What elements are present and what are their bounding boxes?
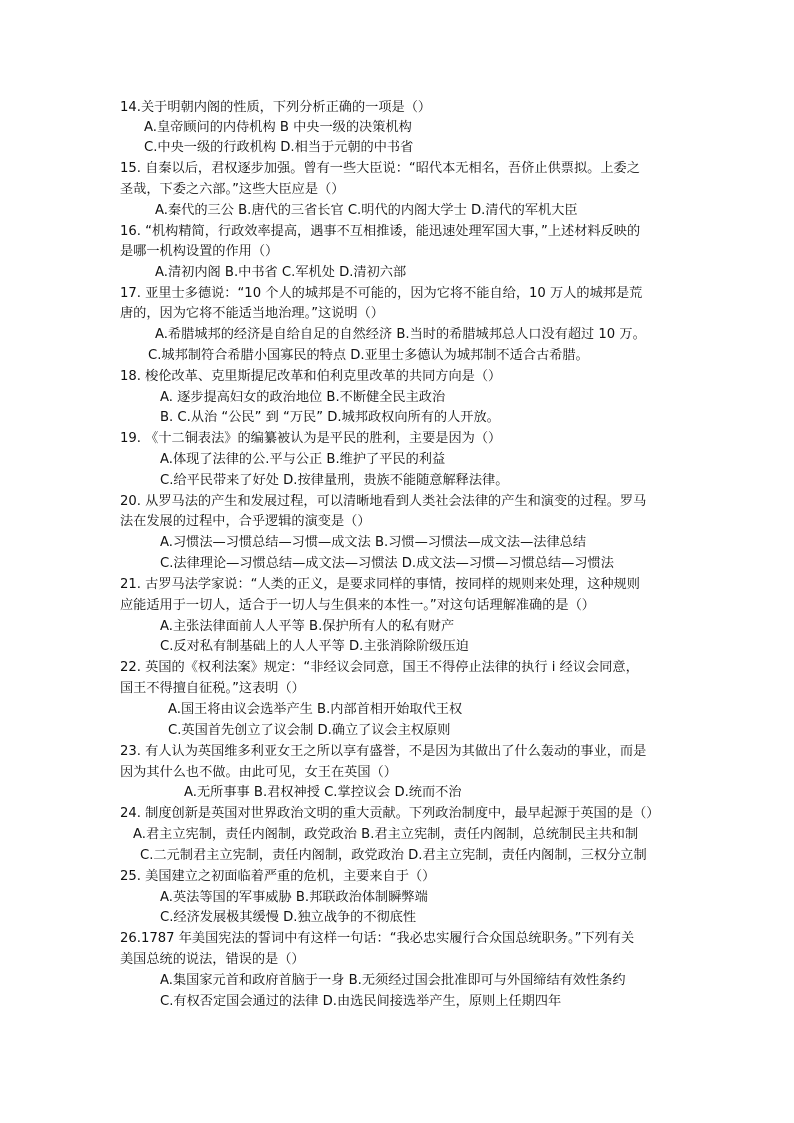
question-17-options-ab: A.希腊城邦的经济是自给自足的自然经济 B.当时的希腊城邦总人口没有超过 10 万。: [155, 327, 646, 342]
question-18-stem: 18. 梭伦改革、克里斯提尼改革和伯利克里改革的共同方向是（）: [120, 369, 502, 384]
question-19-options-ab: A.体现了法律的公.平与公正 B.维护了平民的利益: [160, 452, 446, 467]
question-26-stem-cont: 美国总统的说法，错误的是（）: [120, 952, 305, 967]
question-15-stem-cont: 圣哉，下委之六部。”这些大臣应是（）: [120, 182, 345, 197]
question-26-stem: 26.1787 年美国宪法的誓词中有这样一句话：“我必忠实履行合众国总统职务。”下列有关: [120, 931, 635, 946]
question-26-options-ab: A.集国家元首和政府首脑于一身 B.无须经过国会批准即可与外国缔结有效性条约: [160, 973, 626, 988]
question-24-options-ab: A.君主立宪制，责任内阁制，政党政治 B.君主立宪制，责任内阁制，总统制民主共和制: [133, 827, 639, 842]
question-22-options-cd: C.英国首先创立了议会制 D.确立了议会主权原则: [168, 723, 451, 738]
question-21-stem: 21. 古罗马法学家说：“人类的正义，是要求同样的事情，按同样的规则来处理，这种规则: [120, 577, 640, 592]
question-17-options-cd: C.城邦制符合希腊小国寡民的特点 D.亚里士多德认为城邦制不适合古希腊。: [148, 348, 589, 363]
question-25-options-cd: C.经济发展极其缓慢 D.独立战争的不彻底性: [160, 910, 417, 925]
question-23-stem-cont: 因为其什么也不做。由此可见，女王在英国（）: [120, 765, 397, 780]
question-20-stem: 20. 从罗马法的产生和发展过程，可以清晰地看到人类社会法律的产生和演变的过程。罗马: [120, 494, 647, 509]
question-14-options-ab: A.皇帝顾问的内侍机构 B 中央一级的决策机构: [144, 120, 412, 135]
question-16-options: A.清初内阁 B.中书省 C.军机处 D.清初六部: [155, 265, 407, 280]
question-20-options-cd: C.法律理论—习惯总结—成文法—习惯法 D.成文法—习惯—习惯总结—习惯法: [160, 556, 614, 571]
question-17-stem: 17. 亚里士多德说：“10 个人的城邦是不可能的，因为它将不能自给，10 万人的城邦是荒: [120, 286, 643, 301]
question-19-options-cd: C.给平民带来了好处 D.按律量刑，贵族不能随意解释法律。: [160, 473, 509, 488]
question-21-stem-cont: 应能适用于一切人，适合于一切人与生俱来的本性一。”对这句话理解准确的是（）: [120, 598, 595, 613]
question-17-stem-cont: 唐的，因为它将不能适当地治理。”这说明（）: [120, 306, 384, 321]
question-26-options-cd: C.有权否定国会通过的法律 D.由选民间接选举产生，原则上任期四年: [160, 994, 562, 1009]
question-18-options-ab: A. 逐步提高妇女的政治地位 B.不断健全民主政治: [160, 390, 446, 405]
question-22-stem: 22. 英国的《权利法案》规定：“非经议会同意，国王不得停止法律的执行 i 经议会同意，: [120, 660, 639, 675]
question-25-stem: 25. 美国建立之初面临着严重的危机，主要来自于（）: [120, 869, 436, 884]
question-24-options-cd: C.二元制君主立宪制，责任内阁制，政党政治 D.君主立宪制，责任内阁制，三权分立制: [140, 848, 647, 863]
question-22-stem-cont: 国王不得擅自征税。”这表明（）: [120, 681, 305, 696]
question-22-options-ab: A.国王将由议会选举产生 B.内部首相开始取代王权: [168, 702, 463, 717]
question-21-options-ab: A.主张法律面前人人平等 B.保护所有人的私有财产: [160, 619, 455, 634]
question-15-stem: 15. 自秦以后，君权逐步加强。曾有一些大臣说：“昭代本无相名，吾侪止供票拟。上委之: [120, 161, 640, 176]
question-25-options-ab: A.英法等国的军事威胁 B.邦联政治体制瞬弊端: [160, 890, 428, 905]
question-23-stem: 23. 有人认为英国维多利亚女王之所以享有盛誉，不是因为其做出了什么轰动的事业，而是: [120, 744, 647, 759]
question-16-stem-cont: 是哪一机构设置的作用（）: [120, 244, 279, 259]
question-19-stem: 19. 《十二铜表法》的编纂被认为是平民的胜利，主要是因为（）: [120, 431, 502, 446]
question-24-stem: 24. 制度创新是英国对世界政治文明的重大贡献。下列政治制度中，最早起源于英国的是（）: [120, 806, 660, 821]
question-21-options-cd: C.反对私有制基础上的人人平等 D.主张消除阶级压迫: [160, 639, 469, 654]
question-20-stem-cont: 法在发展的过程中，合乎逻辑的演变是（）: [120, 514, 371, 529]
question-14-stem: 14.关于明朝内阁的性质，下列分析正确的一项是（）: [120, 100, 432, 115]
question-18-options-cd: B. C.从治 “公民” 到 “万民” D.城邦政权向所有的人开放。: [160, 410, 500, 425]
question-15-options: A.秦代的三公 B.唐代的三省长官 C.明代的内阁大学士 D.清代的军机大臣: [155, 203, 578, 218]
question-20-options-ab: A.习惯法—习惯总结—习惯—成文法 B.习惯—习惯法—成文法—法律总结: [160, 535, 587, 550]
question-16-stem: 16. “机构精简，行政效率提高，遇事不互相推诿，能迅速处理军国大事，”上述材料反映的: [120, 224, 641, 239]
question-23-options: A.无所事事 B.君权神授 C.掌控议会 D.统而不治: [184, 785, 462, 800]
question-14-options-cd: C.中央一级的行政机构 D.相当于元朝的中书省: [144, 140, 414, 155]
